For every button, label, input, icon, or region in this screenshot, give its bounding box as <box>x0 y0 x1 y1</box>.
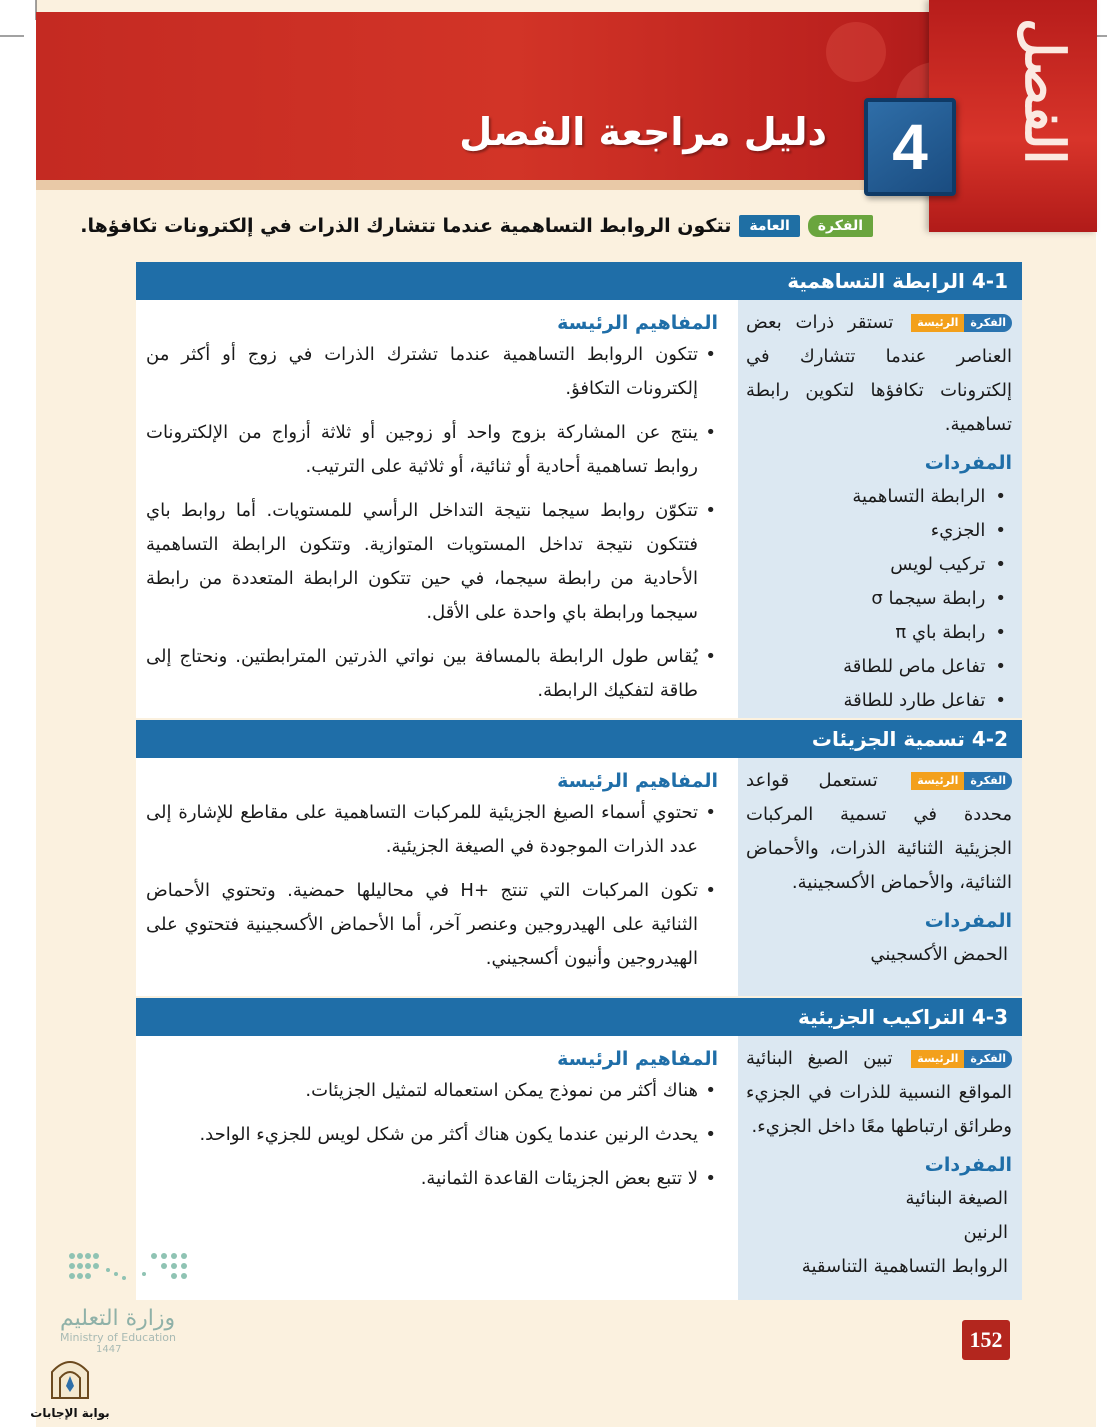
main-idea-badge: الفكرة الرئيسة <box>911 314 1012 332</box>
main-idea-4-2 <box>746 764 1012 900</box>
vocab-list-4-1 <box>746 480 1012 718</box>
vocab-item: الصيغة البنائية <box>905 1188 1008 1209</box>
section-4-1-summary <box>738 300 1022 718</box>
big-idea <box>80 212 873 240</box>
vocab-item: • تركيب لويس <box>746 548 1012 582</box>
concept-item: • تكون المركبات التي تنتج +H في محاليلها حمضية. وتحتوي الأحماض الثنائية على الهيدروجين وعنصر آخر، أما الأحماض الأكسجينية فتحتوي على الهيدروجين وأنيون أكسجيني. <box>146 874 720 976</box>
mosque-gate-icon <box>48 1352 92 1400</box>
section-4-2-concepts <box>136 758 738 996</box>
concept-item: • تتكوّن روابط سيجما نتيجة التداخل الرأسي للمستويات. أما روابط باي فتتكون نتيجة تداخل المستويات المتوازية. وتتكون الرابطة التساهمية الأحادية من رابطة سيجما، في حين تتكون الرابطة المتعددة من رابطة سيجما ورابطة باي واحدة على الأقل. <box>146 494 720 630</box>
vocab-item: الرنين <box>963 1222 1008 1243</box>
big-idea-tag-idea: الفكرة <box>808 215 873 237</box>
vocab-item: • الرابطة التساهمية <box>746 480 1012 514</box>
concept-item: • تحتوي أسماء الصيغ الجزيئية للمركبات التساهمية على مقاطع للإشارة إلى عدد الذرات الموجودة في الصيغة الجزيئية. <box>146 796 720 864</box>
concept-item: • لا تتبع بعض الجزيئات القاعدة الثمانية. <box>146 1162 720 1196</box>
main-idea-4-1 <box>746 306 1012 442</box>
concept-item: • هناك أكثر من نموذج يمكن استعماله لتمثيل الجزيئات. <box>146 1074 720 1108</box>
section-4-3-summary <box>738 1036 1022 1300</box>
section-4-2-summary <box>738 758 1022 996</box>
vocab-item: الروابط التساهمية التناسقية <box>801 1256 1008 1277</box>
vocab-item: • تفاعل ماص للطاقة <box>746 650 1012 684</box>
key-concepts-heading: المفاهيم الرئيسة <box>557 1048 718 1070</box>
ministry-arabic: وزارة التعليم <box>60 1306 176 1331</box>
section-4-1-concepts <box>136 300 738 718</box>
concept-item: • تتكون الروابط التساهمية عندما تشترك الذرات في زوج أو أكثر من إلكترونات التكافؤ. <box>146 338 720 406</box>
ministry-logo <box>60 1248 210 1368</box>
vocab-item: الحمض الأكسجيني <box>870 944 1008 965</box>
ministry-year: 1447 <box>96 1344 122 1355</box>
main-idea-4-3 <box>746 1042 1012 1144</box>
section-title-4-3: 4-3 التراكيب الجزيئية <box>136 998 1022 1036</box>
vocab-item: • الجزيء <box>746 514 1012 548</box>
section-title-4-1: 4-1 الرابطة التساهمية <box>136 262 1022 300</box>
vocab-item: • تفاعل طارد للطاقة <box>746 684 1012 718</box>
vocab-heading: المفردات <box>924 1154 1012 1176</box>
concept-item: • يُقاس طول الرابطة بالمسافة بين نواتي الذرتين المترابطتين. ونحتاج إلى طاقة لتفكيك الرابطة. <box>146 640 720 708</box>
answers-portal-logo <box>28 1352 112 1422</box>
main-idea-text: تستعمل قواعد محددة في تسمية المركبات الجزيئية الثنائية الذرات، والأحماض الثنائية، والأحماض الأكسجينية. <box>746 770 1012 893</box>
section-title-4-2: 4-2 تسمية الجزيئات <box>136 720 1022 758</box>
concepts-list-4-1 <box>146 338 720 708</box>
main-idea-text: تبين الصيغ البنائية المواقع النسبية للذرات في الجزيء وطرائق ارتباطها معًا داخل الجزيء. <box>746 1048 1012 1137</box>
vocab-item: • رابطة باي π <box>746 616 1012 650</box>
ministry-english: Ministry of Education <box>60 1331 177 1344</box>
main-idea-badge: الفكرة الرئيسة <box>911 772 1012 790</box>
key-concepts-heading: المفاهيم الرئيسة <box>557 770 718 792</box>
vocab-list-4-3 <box>746 1182 1012 1284</box>
big-idea-tag-general: العامة <box>739 215 799 237</box>
chapter-title: دليل مراجعة الفصل <box>459 110 827 154</box>
concepts-list-4-3 <box>146 1074 720 1196</box>
vocab-list-4-2 <box>746 938 1012 972</box>
key-concepts-heading: المفاهيم الرئيسة <box>557 312 718 334</box>
ministry-dots-icon <box>64 1248 204 1298</box>
main-idea-badge: الفكرة الرئيسة <box>911 1050 1012 1068</box>
vocab-heading: المفردات <box>924 910 1012 932</box>
main-idea-text: تستقر ذرات بعض العناصر عندما تتشارك في إلكترونات تكافؤها لتكوين رابطة تساهمية. <box>746 312 1012 435</box>
page-number: 152 <box>962 1320 1010 1360</box>
vocab-item: • رابطة سيجما σ <box>746 582 1012 616</box>
big-idea-text: تتكون الروابط التساهمية عندما تتشارك الذرات في إلكترونات تكافؤها. <box>80 215 732 237</box>
chapter-number: 4 <box>864 98 956 196</box>
concepts-list-4-2 <box>146 796 720 976</box>
section-4-3-concepts <box>136 1036 738 1300</box>
portal-label: بوابة الإجابات <box>30 1406 110 1420</box>
concept-item: • يحدث الرنين عندما يكون هناك أكثر من شكل لويس للجزيء الواحد. <box>146 1118 720 1152</box>
chapter-word: الفصل <box>1013 18 1077 165</box>
concept-item: • ينتج عن المشاركة بزوج واحد أو زوجين أو ثلاثة أزواج من الإلكترونات روابط تساهمية أحادية أو ثنائية، أو ثلاثية على الترتيب. <box>146 416 720 484</box>
vocab-heading: المفردات <box>924 452 1012 474</box>
